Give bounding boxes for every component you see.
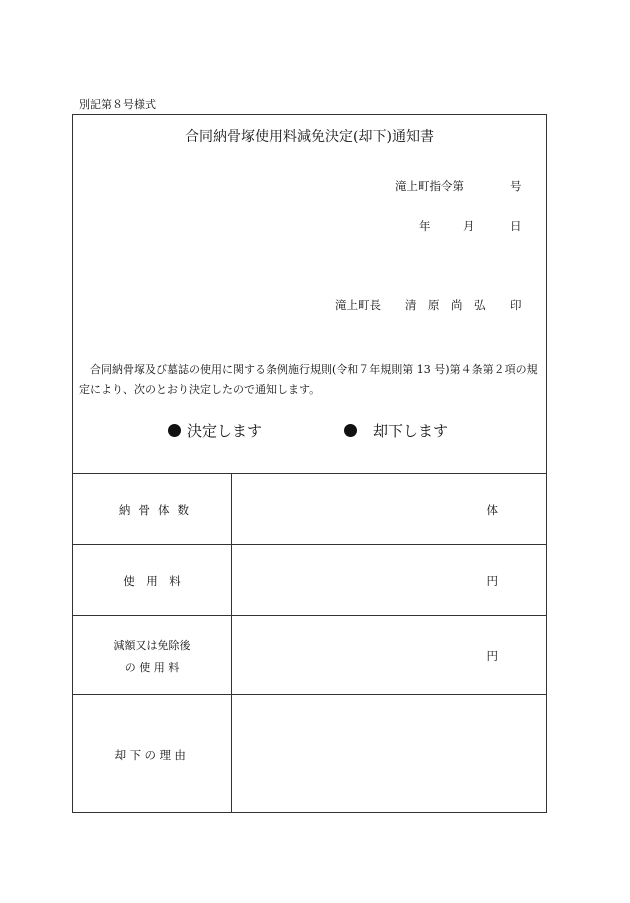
row-label-usage-fee: 使 用 料 — [123, 574, 181, 588]
notice-body-text: 合同納骨塚及び墓誌の使用に関する条例施行規則(令和７年規則第 13 号)第４条第２項の規定により、次のとおり決定したので通知します。 — [79, 363, 538, 396]
issuer-name: 清 原 尚 弘 — [405, 298, 486, 312]
row-divider — [73, 544, 546, 545]
row-label-reduced-fee-line1: 減額又は免除後 — [113, 639, 191, 652]
row-unit-usage-fee: 円 — [486, 574, 498, 588]
number-prefix: 滝上町指令第 — [395, 179, 464, 193]
choice-approve — [168, 420, 262, 441]
choice-approve-label: 決定します — [187, 422, 263, 440]
row-unit-bone-count: 体 — [486, 503, 498, 517]
issuer-seal: 印 — [510, 298, 522, 312]
table-column-divider — [231, 473, 232, 812]
form-number-label: 別記第８号様式 — [79, 98, 156, 111]
notice-form — [72, 114, 547, 813]
row-label-bone-count: 納骨体数 — [118, 503, 198, 517]
row-divider — [73, 694, 546, 695]
filled-circle-icon — [168, 424, 181, 437]
document-title: 合同納骨塚使用料減免決定(却下)通知書 — [185, 129, 434, 145]
table-top-rule — [73, 473, 546, 474]
date-month: 月 — [463, 219, 475, 233]
row-unit-reduced-fee: 円 — [486, 649, 498, 663]
filled-circle-icon — [344, 424, 357, 437]
row-label-rejection-reason: 却下の理由 — [114, 748, 190, 762]
number-suffix: 号 — [510, 179, 522, 193]
choice-reject-label: 却下します — [373, 422, 449, 440]
date-day: 日 — [510, 219, 522, 233]
row-label-reduced-fee-line2: の 使 用 料 — [124, 661, 180, 674]
row-divider — [73, 615, 546, 616]
date-year: 年 — [419, 219, 431, 233]
issuer-title: 滝上町長 — [335, 298, 381, 312]
choice-reject — [344, 420, 448, 441]
